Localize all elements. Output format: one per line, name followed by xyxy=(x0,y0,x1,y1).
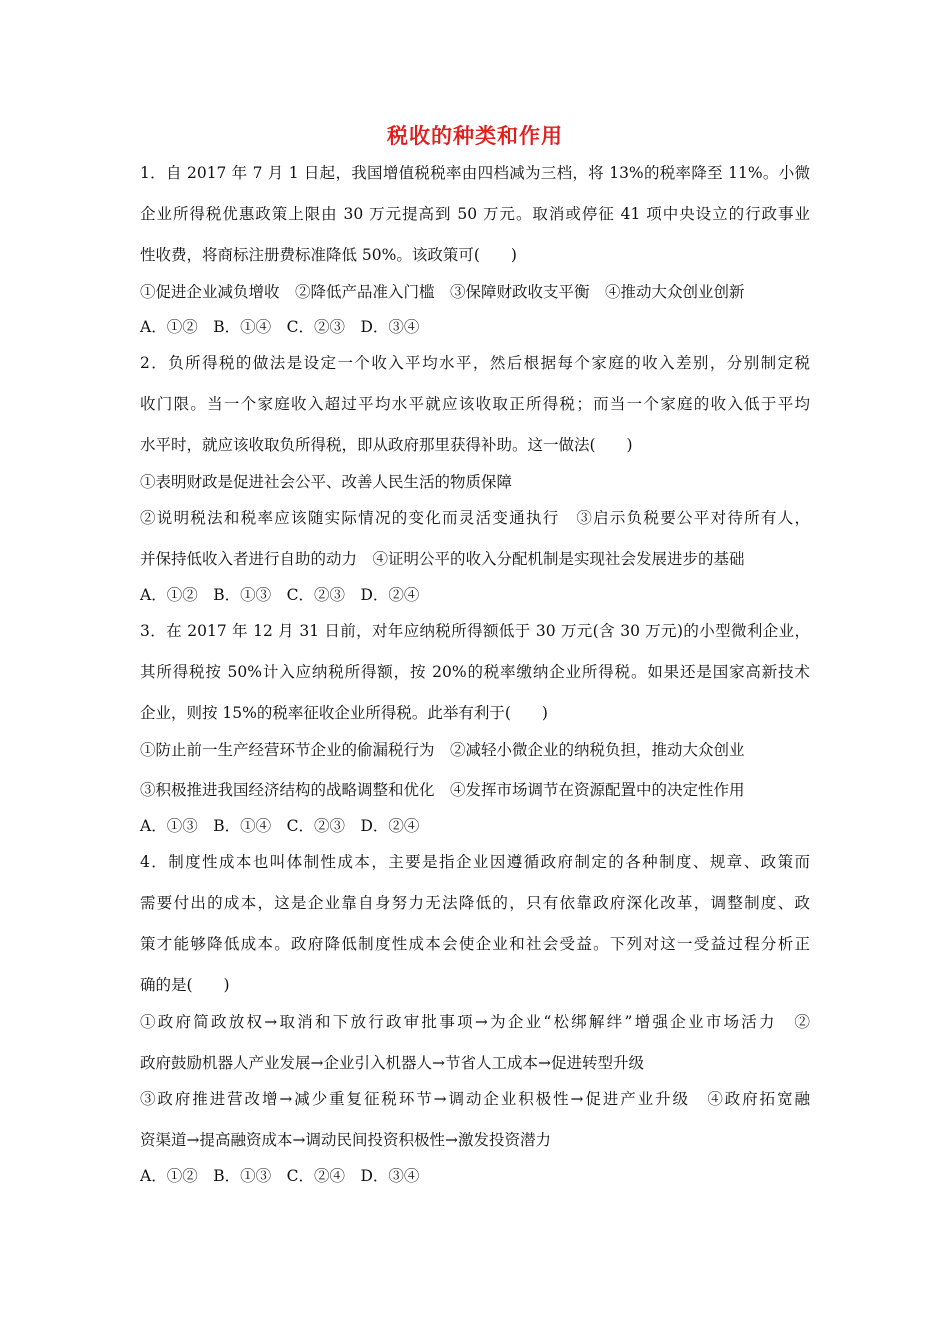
question-2-option-line-1: ①表明财政是促进社会公平、改善人民生活的物质保障 xyxy=(140,473,513,491)
question-4-text-line-4: 确的是( ) xyxy=(140,976,230,994)
question-2-option-line-2: ②说明税法和税率应该随实际情况的变化而灵活变通执行 ③启示负税要公平对待所有人， xyxy=(140,509,810,527)
question-3-answer-choices: A．①③ B．①④ C．②③ D．②④ xyxy=(140,817,420,835)
question-2-text-line-2: 收门限。当一个家庭收入超过平均水平就应该收取正所得税；而当一个家庭的收入低于平均 xyxy=(140,395,810,413)
question-2-option-line-3: 并保持低收入者进行自助的动力 ④证明公平的收入分配机制是实现社会发展进步的基础 xyxy=(140,550,745,568)
question-3-option-line-2: ③积极推进我国经济结构的战略调整和优化 ④发挥市场调节在资源配置中的决定性作用 xyxy=(140,781,745,799)
question-4-text-line-2: 需要付出的成本，这是企业靠自身努力无法降低的，只有依靠政府深化改革，调整制度、政 xyxy=(140,894,810,912)
question-4-text-line-3: 策才能够降低成本。政府降低制度性成本会使企业和社会受益。下列对这一受益过程分析正 xyxy=(140,935,810,953)
question-2-text-line-3: 水平时，就应该收取负所得税，即从政府那里获得补助。这一做法( ) xyxy=(140,436,633,454)
question-3-text-line-1: 3．在 2017 年 12 月 31 日前，对年应纳税所得额低于 30 万元(含 30 万元)的小型微利企业， xyxy=(140,622,810,640)
question-3-text-line-2: 其所得税按 50%计入应纳税所得额，按 20%的税率缴纳企业所得税。如果还是国家高新技术 xyxy=(140,663,810,681)
page-title: 税收的种类和作用 xyxy=(387,124,563,148)
question-1-answer-choices: A．①② B．①④ C．②③ D．③④ xyxy=(140,318,420,336)
question-3-option-line-1: ①防止前一生产经营环节企业的偷漏税行为 ②减轻小微企业的纳税负担，推动大众创业 xyxy=(140,741,745,759)
question-4-answer-choices: A．①② B．①③ C．②④ D．③④ xyxy=(140,1167,420,1185)
question-2-text-line-1: 2．负所得税的做法是设定一个收入平均水平，然后根据每个家庭的收入差别，分别制定税 xyxy=(140,354,810,372)
question-4-text-line-1: 4．制度性成本也叫体制性成本，主要是指企业因遵循政府制定的各种制度、规章、政策而 xyxy=(140,853,810,871)
question-4-option-line-2: 政府鼓励机器人产业发展→企业引入机器人→节省人工成本→促进转型升级 xyxy=(140,1054,644,1072)
question-1-text-line-2: 企业所得税优惠政策上限由 30 万元提高到 50 万元。取消或停征 41 项中央设立的行政事业 xyxy=(140,205,810,223)
question-4-option-line-1: ①政府简政放权→取消和下放行政审批事项→为企业“松绑解绊”增强企业市场活力 ② xyxy=(140,1013,810,1031)
question-4-option-line-3: ③政府推进营改增→减少重复征税环节→调动企业积极性→促进产业升级 ④政府拓宽融 xyxy=(140,1090,810,1108)
question-1-option-line-1: ①促进企业减负增收 ②降低产品准入门槛 ③保障财政收支平衡 ④推动大众创业创新 xyxy=(140,283,745,301)
question-4-option-line-4: 资渠道→提高融资成本→调动民间投资积极性→激发投资潜力 xyxy=(140,1131,551,1149)
question-1-text-line-1: 1．自 2017 年 7 月 1 日起，我国增值税税率由四档减为三档，将 13%的税率降至 11%。小微 xyxy=(140,164,810,182)
question-2-answer-choices: A．①② B．①③ C．②③ D．②④ xyxy=(140,586,420,604)
question-3-text-line-3: 企业，则按 15%的税率征收企业所得税。此举有利于( ) xyxy=(140,704,548,722)
question-1-text-line-3: 性收费，将商标注册费标准降低 50%。该政策可( ) xyxy=(140,246,517,264)
